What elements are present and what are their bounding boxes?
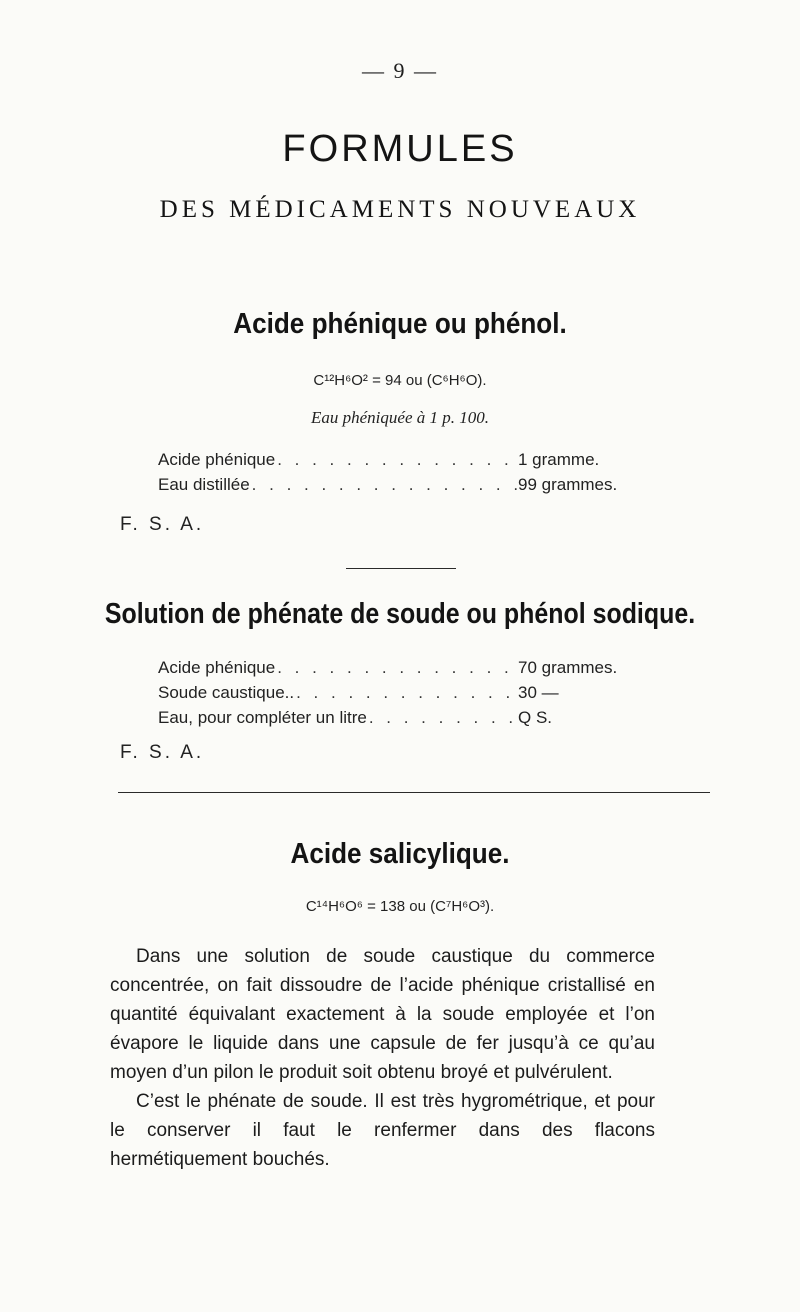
ingredient-name: Eau distillée (158, 475, 250, 494)
ingredient-quantity: 30 — (518, 683, 559, 702)
ingredient-quantity: Q S. (518, 708, 553, 727)
subheading-eau-pheniquee: Eau phéniquée à 1 p. 100. (311, 408, 489, 427)
ingredient-name: Acide phénique (158, 450, 276, 469)
leader-dots (367, 708, 518, 728)
fsa-note: F. S. A. (120, 514, 205, 535)
body-text (110, 942, 655, 1174)
recipe-eau-pheniquee (158, 450, 648, 500)
formula-phenol: C¹²H⁶O² = 94 ou (C⁶H⁶O). (313, 372, 487, 389)
ingredient-quantity: 99 grammes. (518, 475, 618, 494)
recipe-row (158, 658, 648, 683)
section-divider (118, 792, 710, 793)
ingredient-quantity: 70 grammes. (518, 658, 618, 677)
section-divider (346, 568, 456, 569)
paragraph: Dans une solution de soude caustique du commerce concentrée, on fait dissoudre de l’acide phénique cristallisé en quantité équivalant exactement à la soude employée et l’on évapore le liquide dans une capsule de fer jusqu’à ce qu’au moyen d’un pilon le produit soit obtenu broyé et pulvérulent. (110, 946, 655, 1083)
section-heading-phenate: Solution de phénate de soude ou phénol sodique. (104, 598, 696, 630)
recipe-row (158, 708, 648, 733)
section-heading-salicylique: Acide salicylique. (290, 838, 510, 870)
recipe-row (158, 475, 648, 500)
recipe-row (158, 450, 648, 475)
fsa-note: F. S. A. (120, 742, 205, 763)
recipe-phenate (158, 658, 648, 733)
paragraph: C’est le phénate de soude. Il est très hygrométrique, et pour le conserver il faut le renfermer dans des flacons hermétiquement bouchés. (110, 1091, 655, 1170)
leader-dots (294, 683, 518, 703)
leader-dots (275, 450, 518, 470)
page-title: FORMULES (282, 128, 518, 170)
section-heading-phenol: Acide phénique ou phénol. (233, 308, 567, 340)
ingredient-quantity: 1 gramme. (518, 450, 600, 469)
ingredient-name: Soude caustique.. (158, 683, 295, 702)
ingredient-name: Eau, pour compléter un litre (158, 708, 367, 727)
leader-dots (275, 658, 518, 678)
recipe-row (158, 683, 648, 708)
page-number: — 9 — (362, 58, 438, 83)
page-subtitle: DES MÉDICAMENTS NOUVEAUX (159, 196, 641, 223)
ingredient-name: Acide phénique (158, 658, 276, 677)
formula-salicylique: C¹⁴H⁶O⁶ = 138 ou (C⁷H⁶O³). (305, 898, 495, 915)
leader-dots (250, 475, 518, 495)
